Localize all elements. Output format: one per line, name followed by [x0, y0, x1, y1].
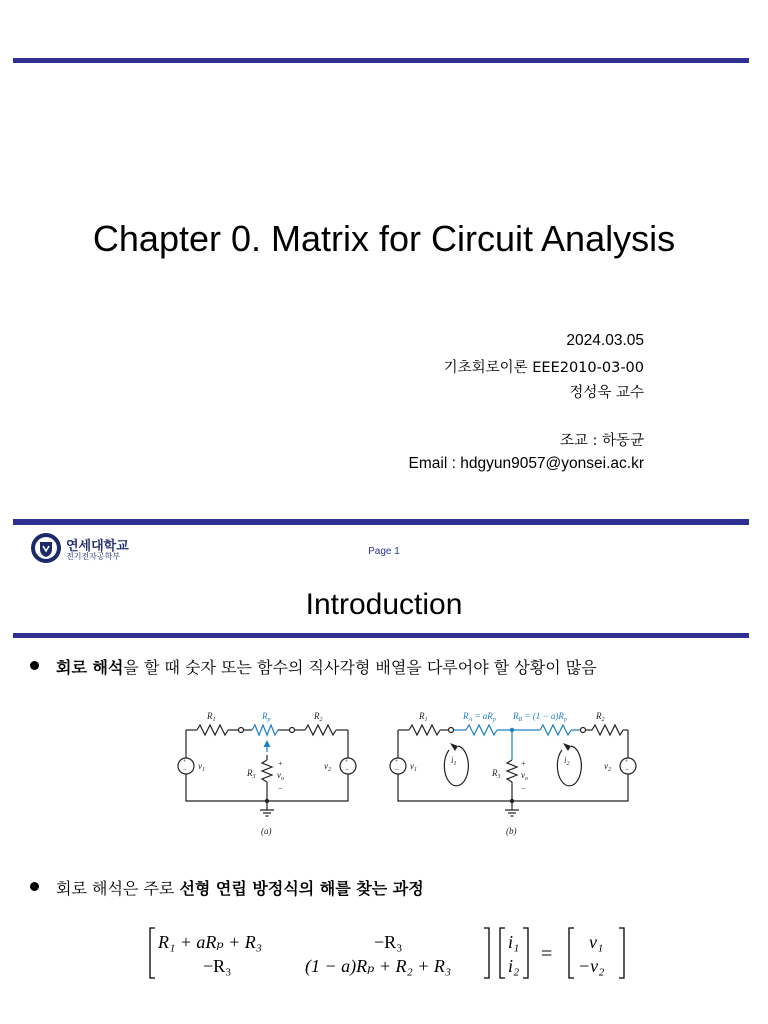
fig-a-caption: (a)	[261, 826, 272, 836]
slide-divider-rule	[13, 519, 749, 525]
top-rule	[13, 58, 749, 63]
fig-a-r2-label: $R_2$	[314, 711, 323, 723]
fig-b-ra-label: $R_A = aR_p$	[463, 711, 496, 723]
fig-b-plus: +	[521, 759, 526, 768]
bullet-2-pre: 회로 해석은 주로	[56, 879, 180, 898]
bullet-2-bold: 선형 연립 방정식의 해를 찾는 과정	[179, 879, 424, 898]
fig-a-plus: +	[278, 759, 283, 768]
ta-text: 조교 : 하동균	[559, 433, 644, 449]
vector-i-right-bracket	[523, 928, 528, 978]
matrix-a22: (1 − a)Rₚ + R₂ + R₃	[305, 956, 452, 976]
fig-a-minus: −	[278, 784, 283, 793]
university-name: 연세대학교	[66, 539, 129, 554]
matrix-a-right-bracket	[484, 928, 489, 978]
bullet-1-text	[56, 655, 597, 678]
fig-b-i1-label: $i_1$	[451, 755, 457, 767]
svg-text:−: −	[395, 766, 399, 774]
page-number: Page 1	[368, 546, 400, 557]
svg-text:+: +	[345, 759, 349, 765]
professor-text: 정성욱 교수	[569, 385, 644, 401]
fig-a-r1-resistor	[197, 725, 228, 735]
fig-b-v1-label: $v_1$	[410, 761, 417, 773]
vector-b2: −v₂	[578, 956, 605, 976]
fig-b-minus: −	[521, 784, 526, 793]
vector-i2: i₂	[508, 956, 520, 976]
fig-b-r1-resistor	[409, 725, 440, 735]
svg-text:+: +	[183, 759, 187, 765]
fig-b-caption: (b)	[506, 826, 517, 836]
fig-a-r2-resistor	[305, 725, 336, 735]
fig-b-ra-resistor	[466, 725, 497, 735]
svg-text:+: +	[395, 759, 399, 765]
fig-b-r3-resistor	[507, 760, 517, 782]
section-rule	[13, 633, 749, 638]
fig-b-r2-label: $R_2$	[596, 711, 605, 723]
bullet-1-rest: 을 할 때 숫자 또는 함수의 직사각형 배열을 다루어야 할 상황이 많음	[123, 658, 597, 677]
equals-sign: =	[541, 943, 553, 965]
vector-i-left-bracket	[500, 928, 505, 978]
vector-v-left-bracket	[569, 928, 574, 978]
fig-b-rb-label: $R_B = (1 - a)R_p$	[513, 711, 567, 723]
matrix-equation	[0, 918, 768, 988]
fig-a-r3-resistor	[262, 760, 272, 782]
email-text: Email : hdgyun9057@yonsei.ac.kr	[408, 455, 644, 472]
vector-i1: i₁	[508, 932, 520, 952]
fig-b-vo-label: $v_o$	[521, 770, 528, 782]
date-text: 2024.03.05	[566, 332, 644, 349]
fig-a-rp-resistor	[252, 725, 278, 735]
matrix-a21: −R₃	[203, 956, 232, 976]
chapter-title: Chapter 0. Matrix for Circuit Analysis	[92, 218, 676, 259]
matrix-a-left-bracket	[150, 928, 155, 978]
fig-a-v2-label: $v_2$	[324, 761, 331, 773]
fig-b-r3-label: $R_3$	[492, 768, 501, 780]
fig-a-v1-label: $v_1$	[198, 761, 205, 773]
fig-b-i2-label: $i_2$	[564, 755, 570, 767]
fig-a-rp-label: $R_p$	[262, 711, 271, 723]
svg-text:−: −	[345, 766, 349, 774]
svg-text:+: +	[625, 759, 629, 765]
fig-a-r3-label: $R_3$	[247, 768, 256, 780]
bullet-1-bold: 회로 해석	[56, 658, 124, 677]
matrix-a11: R₁ + aRₚ + R₃	[158, 932, 262, 952]
fig-a-vo-label: $v_o$	[277, 770, 284, 782]
fig-a-r1-label: $R_1$	[207, 711, 216, 723]
course-text: 기초회로이론 EEE2010-03-00	[443, 360, 644, 376]
bullet-2-text	[56, 876, 424, 899]
department-name: 전기전자공학부	[66, 552, 121, 561]
section-title: Introduction	[305, 588, 463, 621]
fig-b-r2-resistor	[592, 725, 623, 735]
fig-b-v2-label: $v_2$	[604, 761, 611, 773]
matrix-a12: −R₃	[374, 932, 403, 952]
svg-text:−: −	[183, 766, 187, 774]
fig-b-rb-resistor	[540, 725, 571, 735]
circuit-figures	[0, 700, 768, 842]
fig-b-r1-label: $R_1$	[419, 711, 428, 723]
vector-b1: v₁	[589, 932, 604, 952]
bullet-1-dot	[30, 661, 39, 670]
svg-text:−: −	[625, 766, 629, 774]
vector-v-right-bracket	[619, 928, 624, 978]
bullet-2-dot	[30, 882, 39, 891]
